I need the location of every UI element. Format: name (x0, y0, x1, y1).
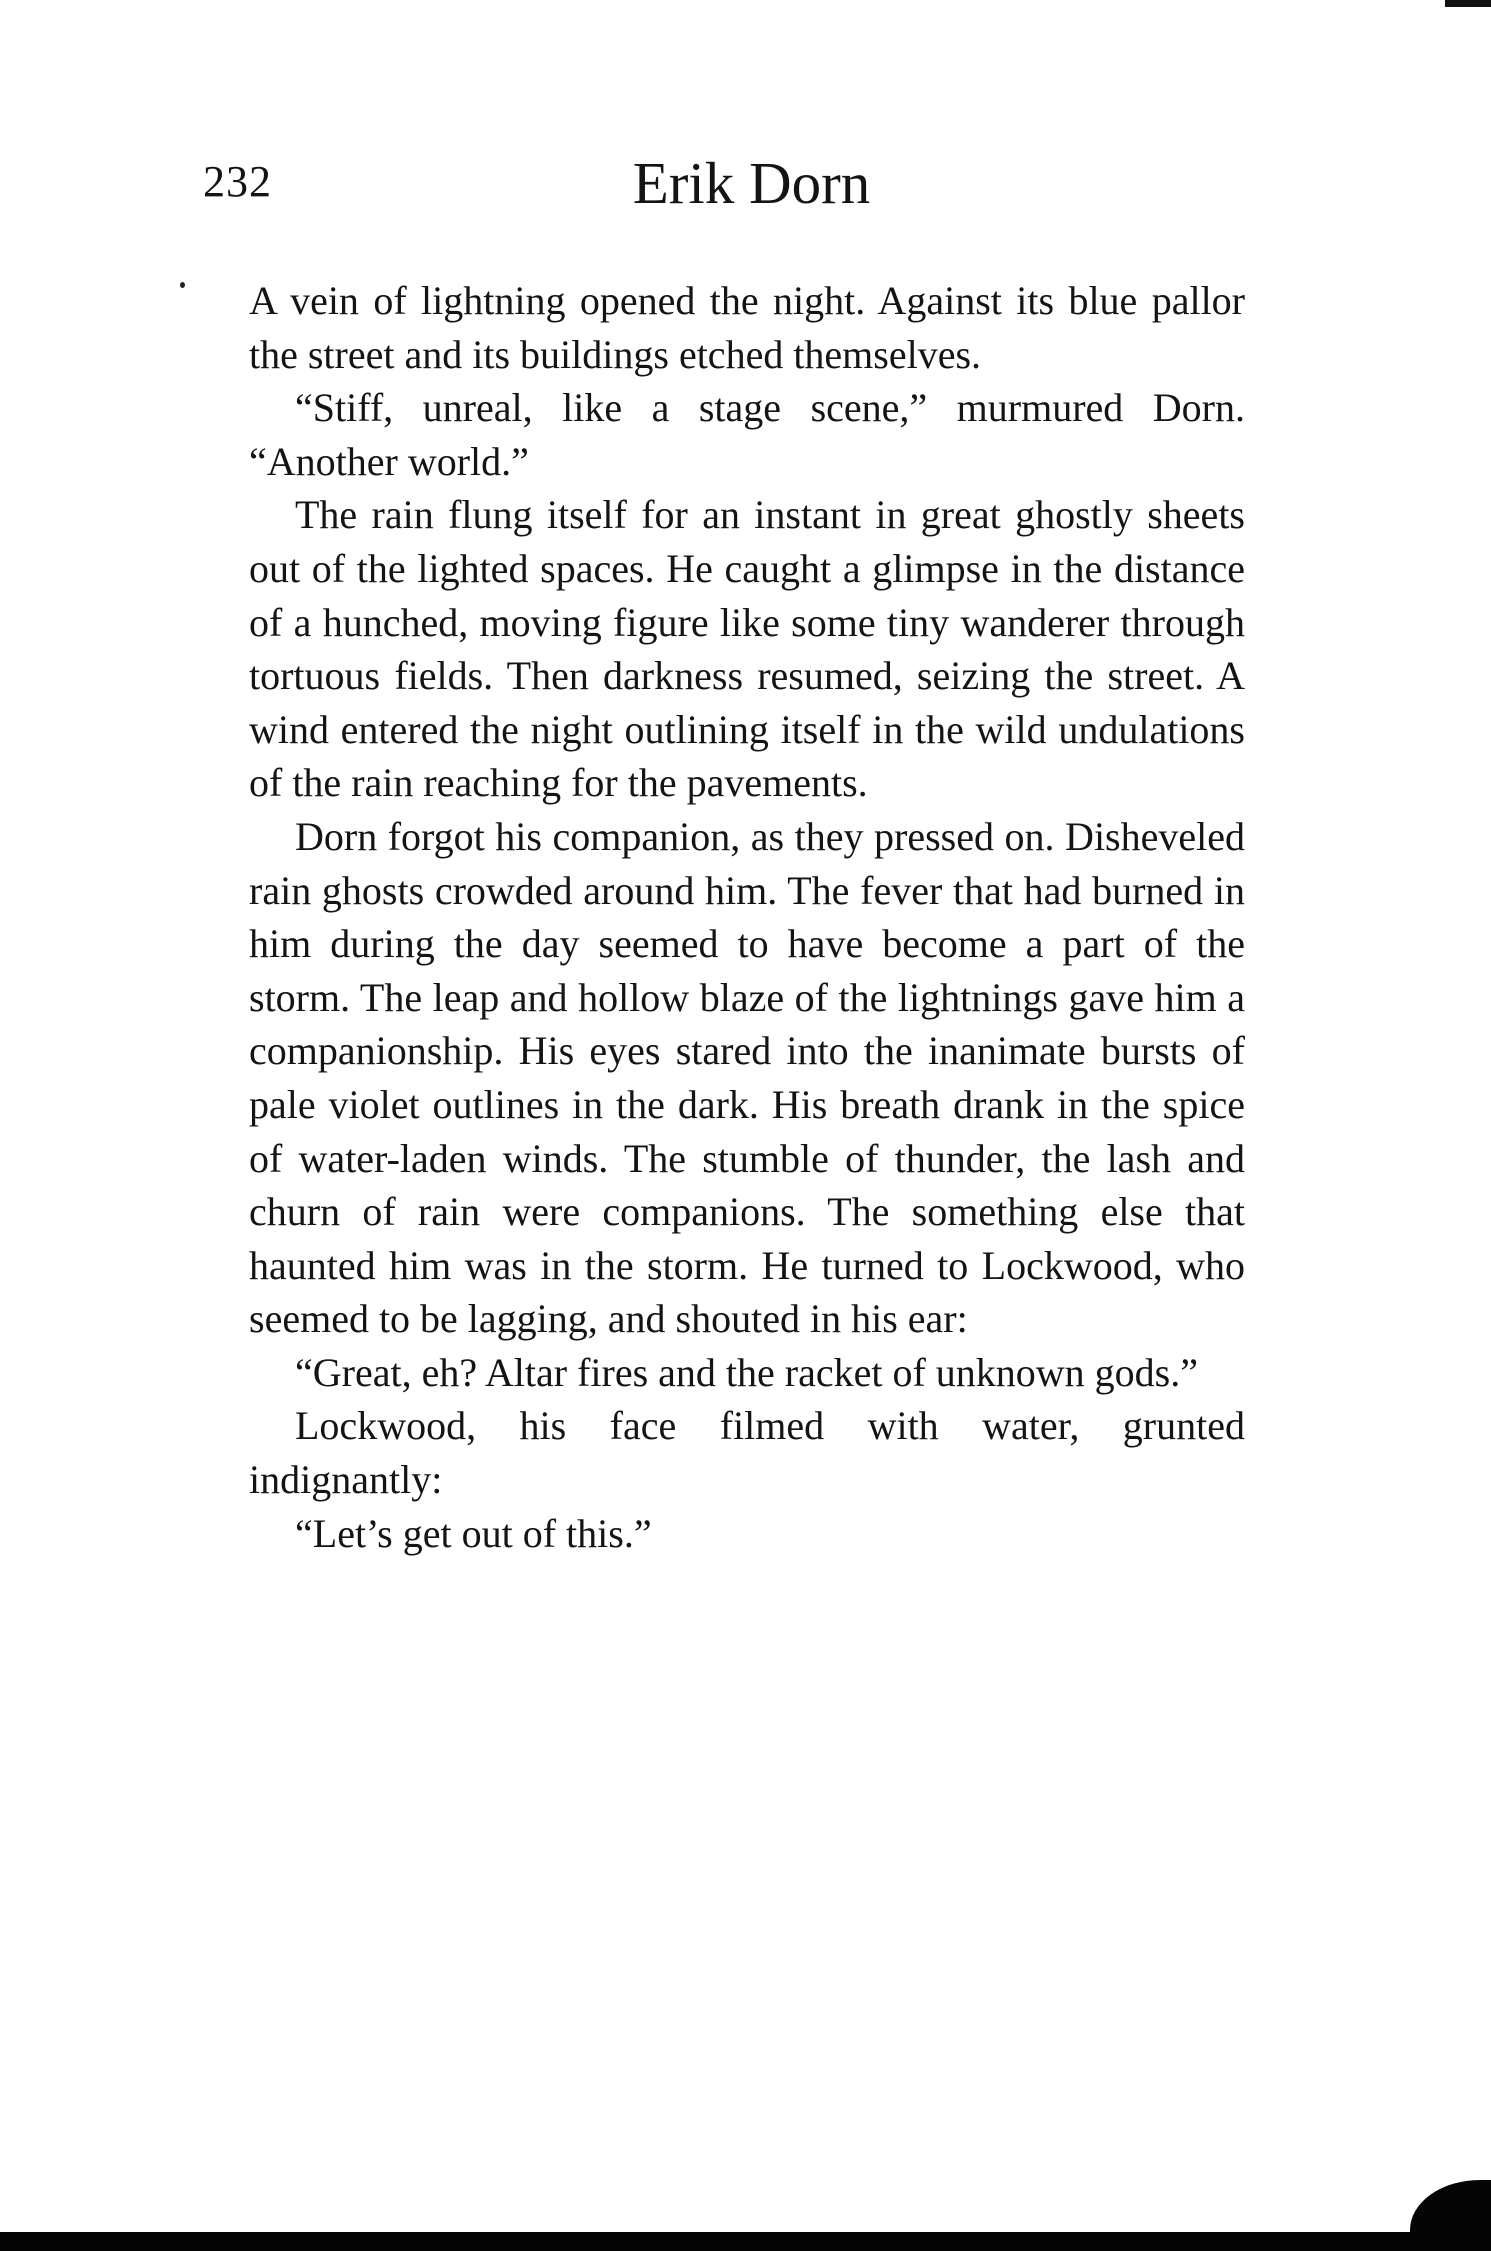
paragraph-7: “Let’s get out of this.” (295, 1510, 652, 1556)
scan-edge-bar-bottom (0, 2232, 1491, 2251)
running-head-title: Erik Dorn (632, 150, 871, 216)
stray-ink-mark (180, 282, 185, 288)
page-number: 232 (203, 157, 272, 206)
paragraph-2: “Stiff, unreal, like a stage scene,” murmured Dorn. “Another world.” (249, 385, 1245, 484)
scan-edge-mark-top (1445, 0, 1491, 7)
paragraph-3: The rain flung itself for an instant in great ghostly sheets out of the lighted spaces. He caught a glimpse in the distance of a hunched, moving figure like some tiny wanderer through tortuous fields. Then darkness resumed, seizing the street. A wind entered the night outlining itself in the wild undulations of the rain reaching for the pavements. (249, 492, 1245, 806)
paragraph-6: Lockwood, his face filmed with water, grunted indignantly: (249, 1403, 1245, 1503)
body-text (249, 274, 1245, 1560)
scan-edge-shadow (1410, 2180, 1491, 2234)
paragraph-5: “Great, eh? Altar fires and the racket of unknown gods.” (295, 1349, 1198, 1395)
paragraph-4: Dorn forgot his companion, as they pressed on. Disheveled rain ghosts crowded around him. The fever that had burned in him during the day seemed to have become a part of the storm. The leap and hollow blaze of the lightnings gave him a companionship. His eyes stared into the inanimate bursts of pale violet outlines in the dark. His breath drank in the spice of water-laden winds. The stumble of thunder, the lash and churn of rain were companions. The something else that haunted him was in the storm. He turned to Lockwood, who seemed to be lagging, and shouted in his ear: (249, 813, 1245, 1342)
paragraph-1: A vein of lightning opened the night. Against its blue pallor the street and its buildings etched themselves. (249, 278, 1245, 377)
